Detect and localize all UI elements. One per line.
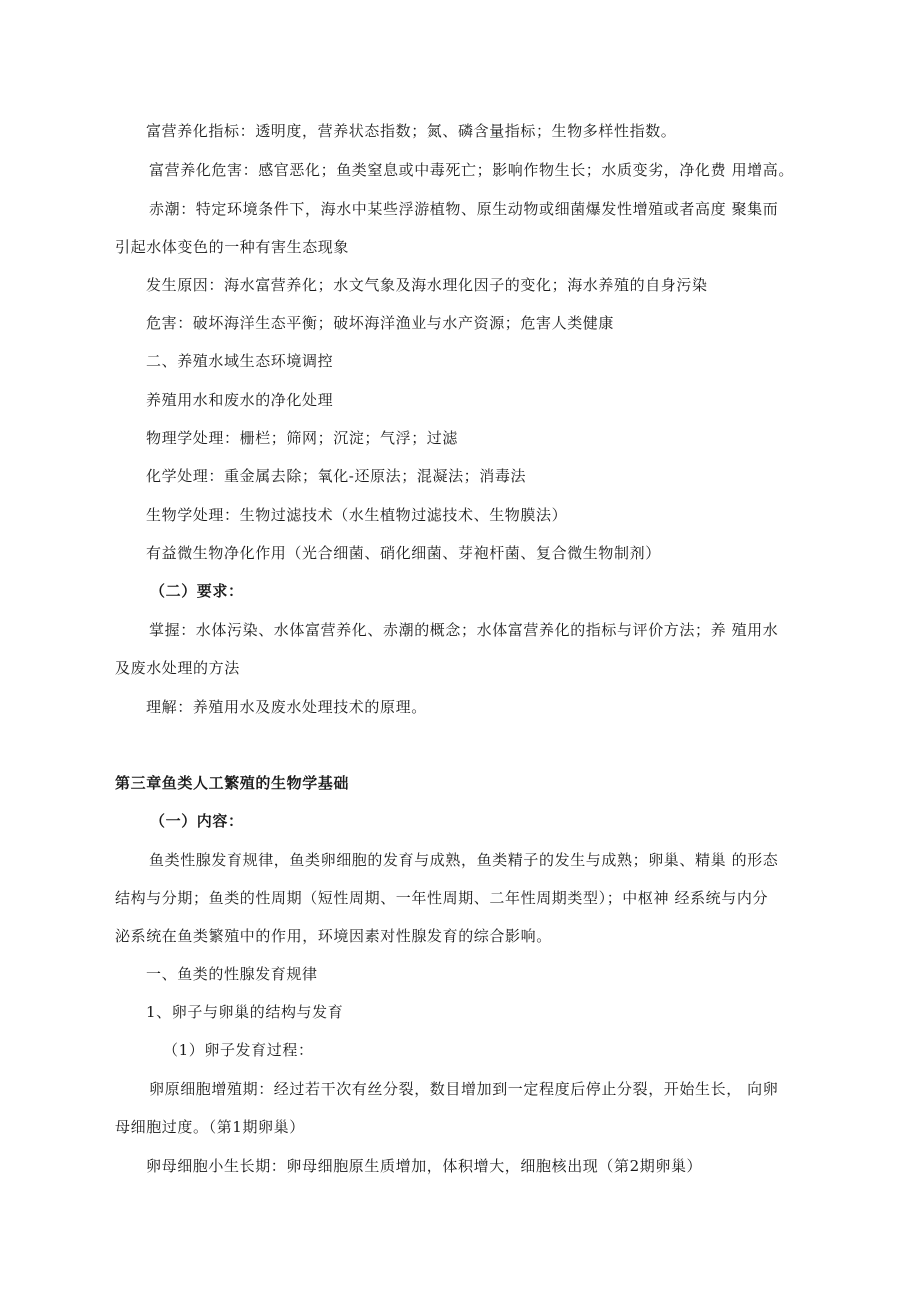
text-line: 生物学处理：生物过滤技术（水生植物过滤技术、生物膜法） — [146, 506, 568, 524]
text-line: 富营养化指标：透明度，营养状态指数；氮、磷含量指标；生物多样性指数。 — [146, 122, 677, 140]
text-line: 有益微生物净化作用（光合细菌、硝化细菌、芽袍杆菌、复合微生物制剂） — [146, 544, 661, 562]
text-line: 母细胞过度。（第1期卵巢） — [115, 1118, 305, 1136]
text-line: 赤潮：特定环境条件下，海水中某些浮游植物、原生动物或细菌爆发性增殖或者高度 聚集而 — [149, 200, 779, 218]
text-line: 富营养化危害：感官恶化；鱼类窒息或中毒死亡；影响作物生长；水质变劣，净化费 用增高。 — [149, 161, 794, 179]
text-line: 养殖用水和废水的净化处理 — [146, 391, 334, 409]
text-line: 危害：破坏海洋生态平衡；破坏海洋渔业与水产资源；危害人类健康 — [146, 314, 615, 332]
text-line: 结构与分期；鱼类的性周期（短性周期、一年性周期、二年性周期类型）；中枢神 经系统与内分 — [115, 889, 769, 907]
text-line: 卵原细胞增殖期：经过若干次有丝分裂，数目增加到一定程度后停止分裂，开始生长， 向卵 — [149, 1080, 779, 1098]
section-heading: 一、鱼类的性腺发育规律 — [146, 965, 318, 983]
section-heading: 二、养殖水域生态环境调控 — [146, 352, 334, 370]
text-line: 泌系统在鱼类繁殖中的作用，环境因素对性腺发育的综合影响。 — [115, 927, 552, 945]
text-line: 鱼类性腺发育规律，鱼类卵细胞的发育与成熟，鱼类精子的发生与成熟；卵巢、精巢 的形态 — [149, 851, 779, 869]
text-line: 化学处理：重金属去除；氧化-还原法；混凝法；消毒法 — [146, 467, 527, 485]
text-line: 及废水处理的方法 — [115, 659, 240, 677]
text-line: 物理学处理：栅栏；筛网；沉淀；气浮；过滤 — [146, 429, 459, 447]
text-line: 发生原因：海水富营养化；水文气象及海水理化因子的变化；海水养殖的自身污染 — [146, 276, 708, 294]
text-line: 掌握：水体污染、水体富营养化、赤潮的概念；水体富营养化的指标与评价方法；养 殖用水 — [149, 621, 779, 639]
text-line: （1）卵子发育过程： — [163, 1041, 314, 1059]
text-line: 1、卵子与卵巢的结构与发育 — [146, 1003, 344, 1021]
subsection-heading: （一）内容： — [150, 812, 244, 830]
chapter-heading: 第三章鱼类人工繁殖的生物学基础 — [115, 774, 350, 792]
text-line: 理解：养殖用水及废水处理技术的原理。 — [146, 698, 427, 716]
subsection-heading: （二）要求： — [150, 582, 244, 600]
text-line: 卵母细胞小生长期：卵母细胞原生质增加，体积增大，细胞核出现（第2期卵巢） — [146, 1157, 703, 1175]
text-line: 引起水体变色的一种有害生态现象 — [115, 238, 350, 256]
